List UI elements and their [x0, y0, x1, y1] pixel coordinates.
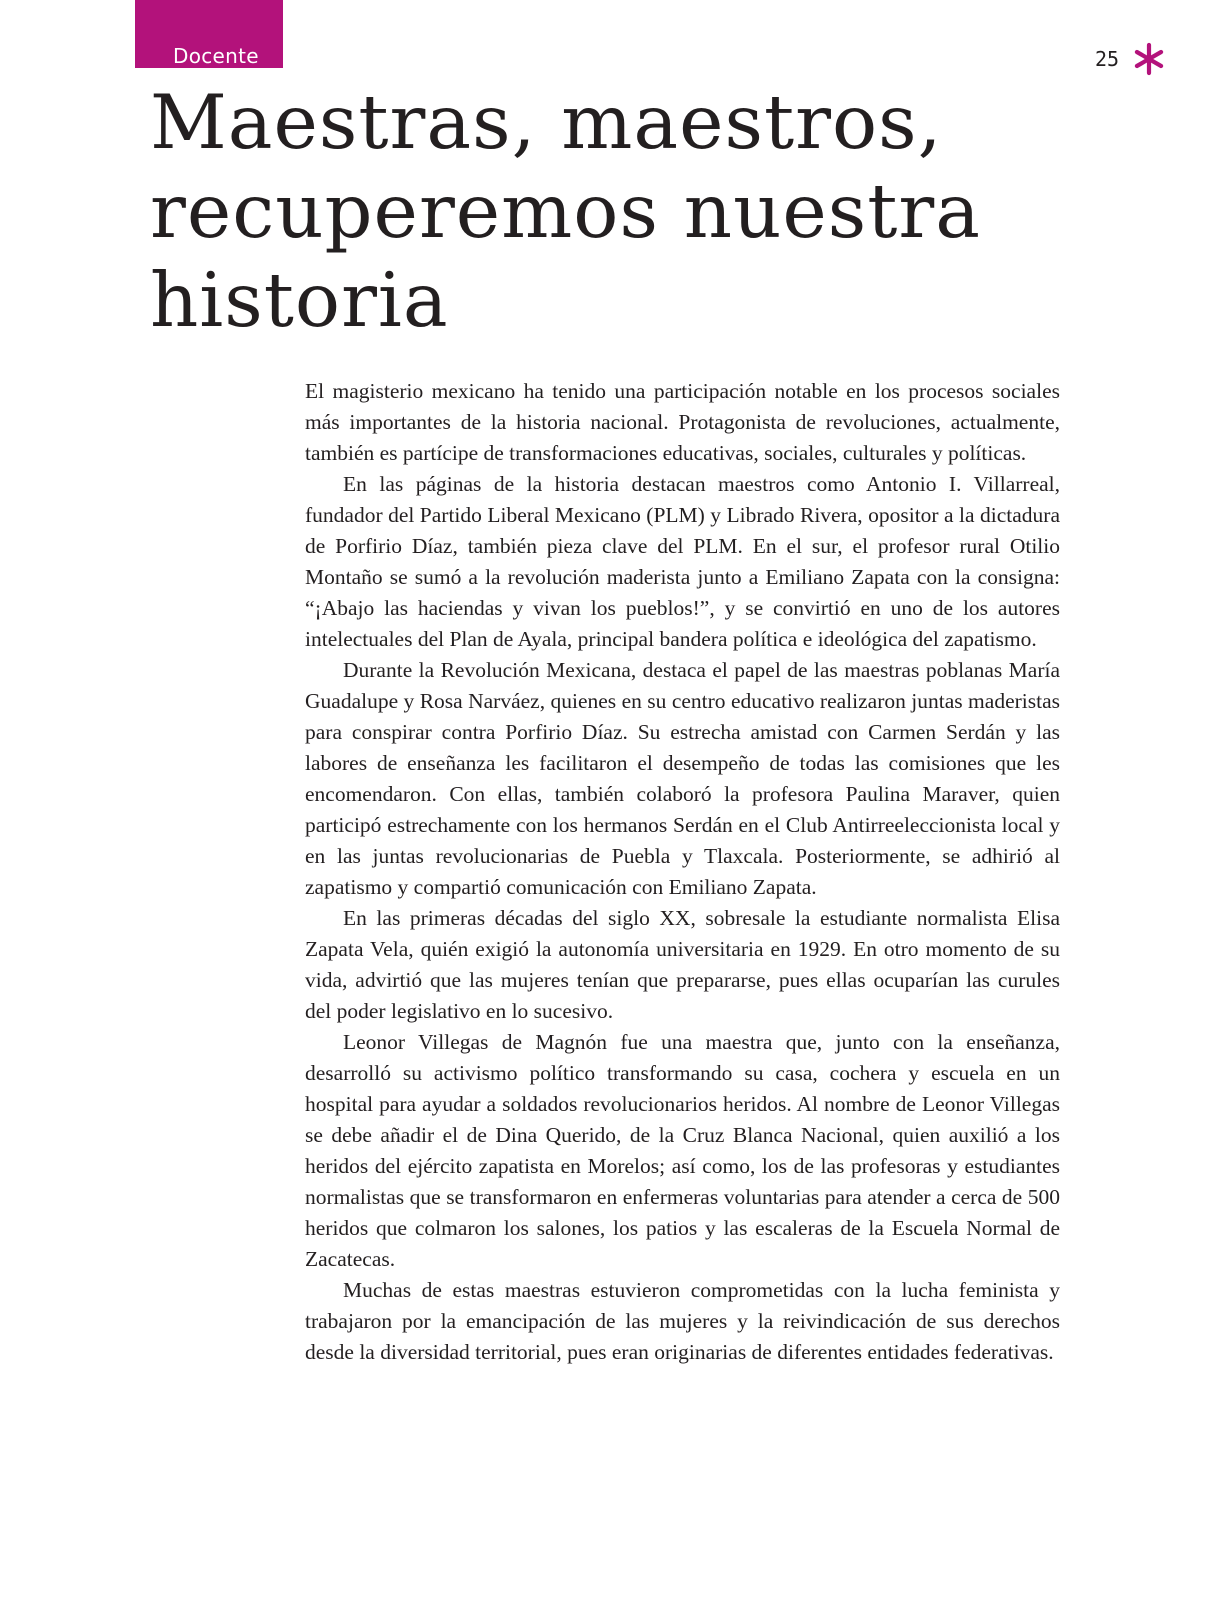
asterisk-icon: [1132, 42, 1166, 76]
paragraph: En las primeras décadas del siglo XX, sobresale la estudiante normalista Elisa Zapata Vela, quién exigió la autonomía universitaria en 1929. En otro momento de su vida, advirtió que las mujeres tenían que prepararse, pues ellas ocuparían las curules del poder legislativo en lo sucesivo.: [305, 906, 1060, 1023]
paragraph: En las páginas de la historia destacan maestros como Antonio I. Villarreal, fundador del Partido Liberal Mexicano (PLM) y Librado Rivera, opositor a la dictadura de Porfirio Díaz, también pieza clave del PLM. En el sur, el profesor rural Otilio Montaño se sumó a la revolución maderista junto a Emiliano Zapata con la consigna: “¡Abajo las haciendas y vivan los pueblos!”, y se convirtió en uno de los autores intelectuales del Plan de Ayala, principal bandera política e ideológica del zapatismo.: [305, 472, 1060, 651]
section-label: Docente: [173, 44, 259, 68]
section-tab: [135, 0, 283, 68]
paragraph: Muchas de estas maestras estuvieron comprometidas con la lucha feminista y trabajaron por la emancipación de las mujeres y la reivindicación de sus derechos desde la diversidad territorial, pues eran originarias de diferentes entidades federativas.: [305, 1278, 1060, 1364]
page-title: Maestras, maestros, recuperemos nuestra historia: [150, 78, 981, 344]
page-number: 25: [1095, 47, 1120, 71]
paragraph: Durante la Revolución Mexicana, destaca el papel de las maestras poblanas María Guadalupe y Rosa Narváez, quienes en su centro educativo realizaron juntas maderistas para conspirar contra Porfirio Díaz. Su estrecha amistad con Carmen Serdán y las labores de enseñanza les facilitaron el desempeño de todas las comisiones que les encomendaron. Con ellas, también colaboró la profesora Paulina Maraver, quien participó estrechamente con los hermanos Serdán en el Club Antirreeleccionista local y en las juntas revolucionarias de Puebla y Tlaxcala. Posteriormente, se adhirió al zapatismo y compartió comunicación con Emiliano Zapata.: [305, 658, 1060, 899]
article-body: [305, 376, 1060, 1368]
paragraph: Leonor Villegas de Magnón fue una maestra que, junto con la enseñanza, desarrolló su activismo político transformando su casa, cochera y escuela en un hospital para ayudar a soldados revolucionarios heridos. Al nombre de Leonor Villegas se debe añadir el de Dina Querido, de la Cruz Blanca Nacional, quien auxilió a los heridos del ejército zapatista en Morelos; así como, los de las profesoras y estudiantes normalistas que se transformaron en enfermeras voluntarias para atender a cerca de 500 heridos que colmaron los salones, los patios y las escaleras de la Escuela Normal de Zacatecas.: [305, 1030, 1060, 1271]
paragraph: El magisterio mexicano ha tenido una participación notable en los procesos sociales más importantes de la historia nacional. Protagonista de revoluciones, actualmente, también es partícipe de transformaciones educativas, sociales, culturales y políticas.: [305, 379, 1060, 465]
